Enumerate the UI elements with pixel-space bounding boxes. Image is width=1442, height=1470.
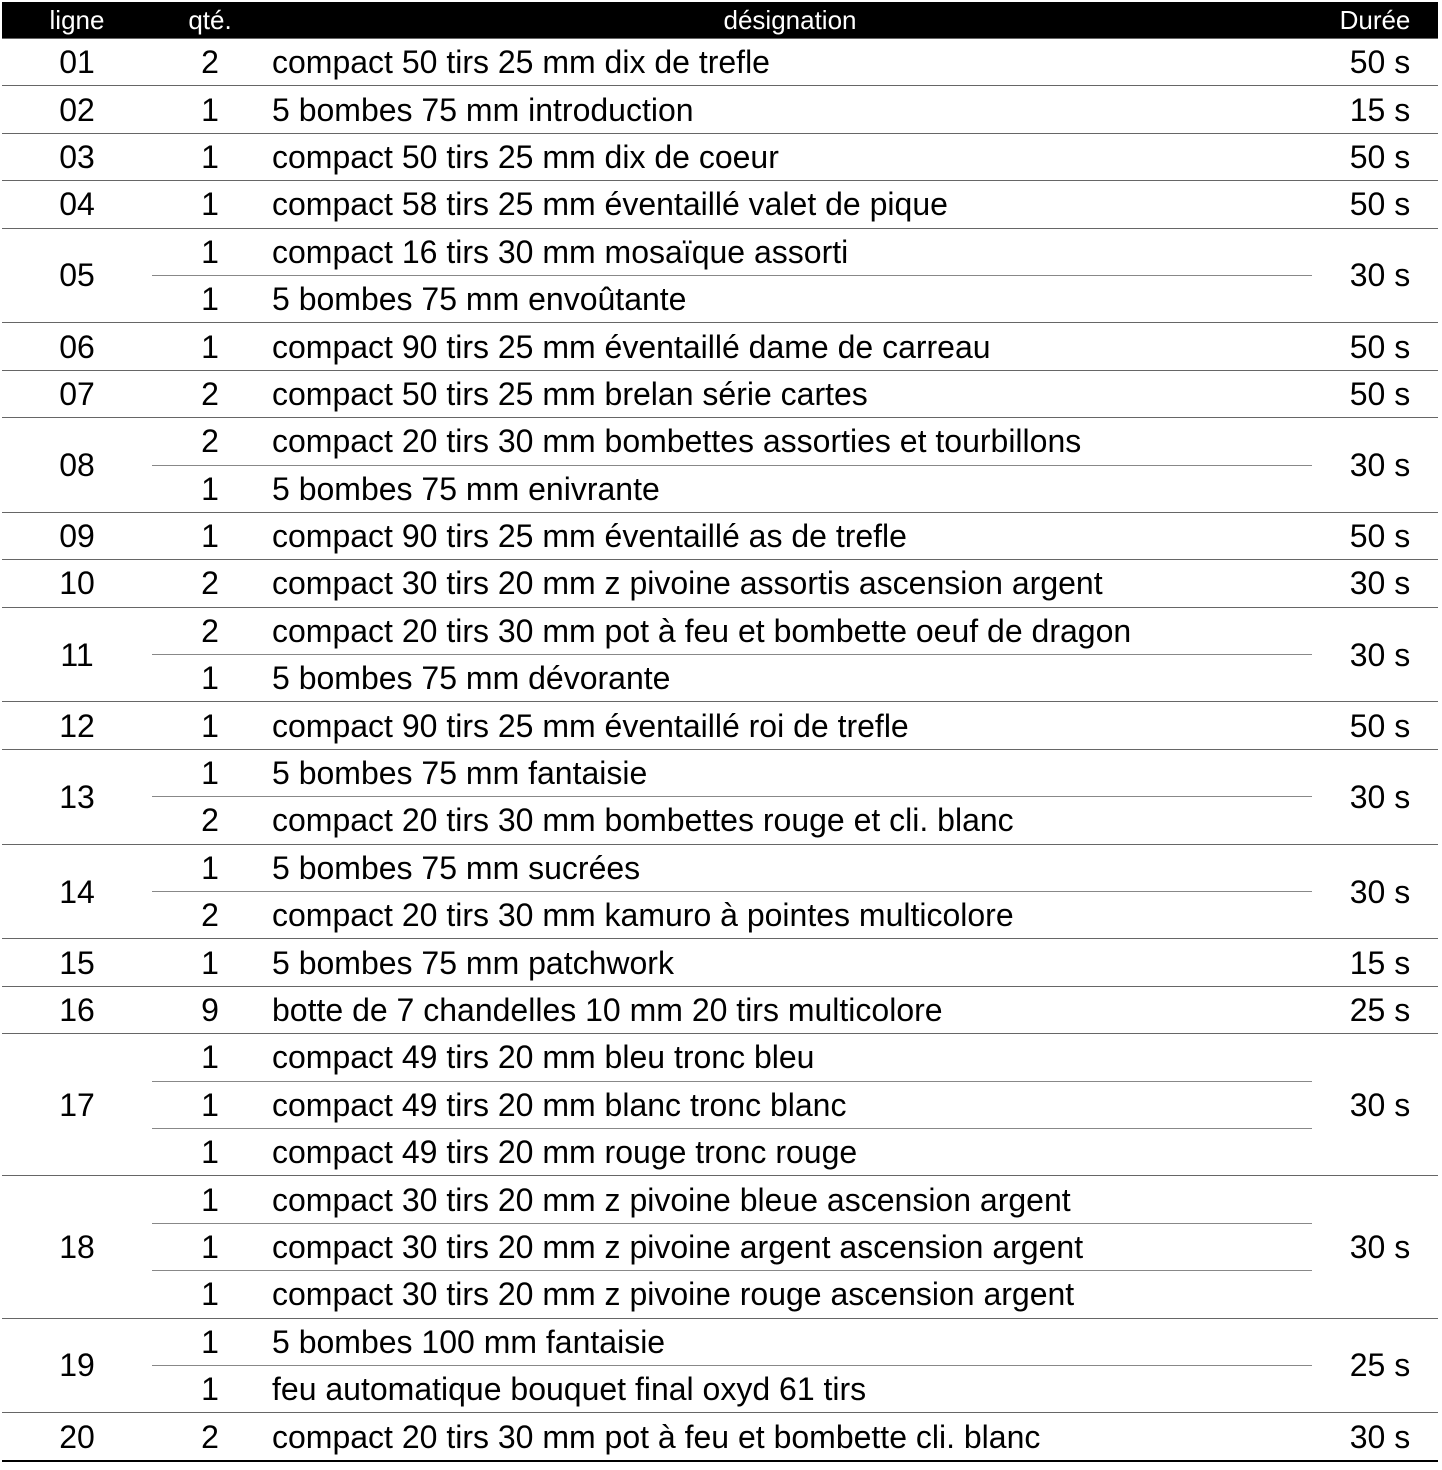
designation: compact 49 tirs 20 mm blanc tronc blanc [268,1081,1312,1128]
quantity: 1 [152,1365,268,1412]
header-duree: Durée [1312,2,1438,39]
quantity: 1 [152,1176,268,1223]
designation: compact 49 tirs 20 mm rouge tronc rouge [268,1128,1312,1175]
designation: compact 49 tirs 20 mm bleu tronc bleu [268,1034,1312,1081]
designation: compact 50 tirs 25 mm brelan série cartes [268,370,1312,417]
table-row [2,181,1438,228]
ligne-number: 08 [2,418,152,513]
quantity: 1 [152,275,268,322]
table-row [2,655,1438,702]
ligne-number: 17 [2,1034,152,1176]
quantity: 1 [152,844,268,891]
table-row [2,1081,1438,1128]
table-row [2,39,1438,86]
table-row [2,1271,1438,1318]
ligne-number: 04 [2,181,152,228]
header-qte: qté. [152,2,268,39]
table-row [2,418,1438,465]
quantity: 2 [152,39,268,86]
table-row [2,512,1438,559]
duration: 25 s [1312,1318,1438,1413]
quantity: 1 [152,465,268,512]
designation: compact 20 tirs 30 mm pot à feu et bombette oeuf de dragon [268,607,1312,654]
duration: 30 s [1312,418,1438,513]
table-row [2,1365,1438,1412]
ligne-number: 20 [2,1413,152,1461]
designation: compact 90 tirs 25 mm éventaillé roi de trefle [268,702,1312,749]
header-designation: désignation [268,2,1312,39]
table-row [2,844,1438,891]
designation: compact 20 tirs 30 mm bombettes rouge et cli. blanc [268,797,1312,844]
duration: 50 s [1312,181,1438,228]
designation: compact 30 tirs 20 mm z pivoine assortis ascension argent [268,560,1312,607]
duration: 50 s [1312,323,1438,370]
table-row [2,1034,1438,1081]
duration: 30 s [1312,607,1438,702]
duration: 30 s [1312,228,1438,323]
ligne-number: 11 [2,607,152,702]
quantity: 1 [152,133,268,180]
quantity: 2 [152,1413,268,1461]
designation: compact 20 tirs 30 mm bombettes assorties et tourbillons [268,418,1312,465]
table-row [2,560,1438,607]
designation: 5 bombes 75 mm fantaisie [268,749,1312,796]
designation: compact 50 tirs 25 mm dix de coeur [268,133,1312,180]
duration: 30 s [1312,844,1438,939]
ligne-number: 13 [2,749,152,844]
designation: compact 30 tirs 20 mm z pivoine bleue ascension argent [268,1176,1312,1223]
table-row [2,133,1438,180]
table-row [2,797,1438,844]
table-row [2,892,1438,939]
ligne-number: 06 [2,323,152,370]
quantity: 1 [152,939,268,986]
quantity: 2 [152,370,268,417]
quantity: 2 [152,797,268,844]
ligne-number: 07 [2,370,152,417]
quantity: 1 [152,655,268,702]
table-row [2,1413,1438,1461]
quantity: 1 [152,181,268,228]
duration: 50 s [1312,370,1438,417]
ligne-number: 05 [2,228,152,323]
table-body [2,39,1438,1461]
ligne-number: 09 [2,512,152,559]
table-row [2,607,1438,654]
table-row [2,749,1438,796]
duration: 15 s [1312,939,1438,986]
quantity: 1 [152,1271,268,1318]
duration: 30 s [1312,749,1438,844]
designation: compact 16 tirs 30 mm mosaïque assorti [268,228,1312,275]
designation: compact 20 tirs 30 mm pot à feu et bombette cli. blanc [268,1413,1312,1461]
quantity: 1 [152,702,268,749]
duration: 30 s [1312,1413,1438,1461]
duration: 30 s [1312,1034,1438,1176]
table-row [2,1223,1438,1270]
table-row [2,323,1438,370]
designation: 5 bombes 75 mm sucrées [268,844,1312,891]
table-row [2,986,1438,1033]
quantity: 1 [152,1128,268,1175]
ligne-number: 14 [2,844,152,939]
designation: compact 30 tirs 20 mm z pivoine argent ascension argent [268,1223,1312,1270]
designation: 5 bombes 75 mm introduction [268,86,1312,133]
table-row [2,228,1438,275]
header-ligne: ligne [2,2,152,39]
duration: 50 s [1312,702,1438,749]
designation: feu automatique bouquet final oxyd 61 tirs [268,1365,1312,1412]
quantity: 1 [152,1318,268,1365]
designation: compact 30 tirs 20 mm z pivoine rouge ascension argent [268,1271,1312,1318]
designation: 5 bombes 75 mm envoûtante [268,275,1312,322]
fireworks-program-table [2,2,1438,1462]
quantity: 1 [152,86,268,133]
designation: 5 bombes 100 mm fantaisie [268,1318,1312,1365]
quantity: 1 [152,512,268,559]
designation: compact 20 tirs 30 mm kamuro à pointes multicolore [268,892,1312,939]
quantity: 1 [152,1034,268,1081]
designation: 5 bombes 75 mm dévorante [268,655,1312,702]
table-row [2,275,1438,322]
designation: compact 58 tirs 25 mm éventaillé valet de pique [268,181,1312,228]
ligne-number: 12 [2,702,152,749]
table-row [2,1128,1438,1175]
quantity: 1 [152,228,268,275]
quantity: 2 [152,892,268,939]
table-row [2,939,1438,986]
quantity: 1 [152,1223,268,1270]
table-row [2,86,1438,133]
ligne-number: 01 [2,39,152,86]
designation: compact 50 tirs 25 mm dix de trefle [268,39,1312,86]
ligne-number: 03 [2,133,152,180]
quantity: 1 [152,749,268,796]
quantity: 1 [152,323,268,370]
duration: 30 s [1312,1176,1438,1318]
ligne-number: 02 [2,86,152,133]
duration: 30 s [1312,560,1438,607]
ligne-number: 18 [2,1176,152,1318]
designation: compact 90 tirs 25 mm éventaillé dame de carreau [268,323,1312,370]
quantity: 2 [152,607,268,654]
ligne-number: 10 [2,560,152,607]
designation: botte de 7 chandelles 10 mm 20 tirs multicolore [268,986,1312,1033]
table-row [2,1318,1438,1365]
duration: 50 s [1312,133,1438,180]
designation: 5 bombes 75 mm patchwork [268,939,1312,986]
quantity: 1 [152,1081,268,1128]
ligne-number: 15 [2,939,152,986]
table-row [2,702,1438,749]
designation: compact 90 tirs 25 mm éventaillé as de trefle [268,512,1312,559]
table-row [2,370,1438,417]
duration: 15 s [1312,86,1438,133]
table-row [2,1176,1438,1223]
table-row [2,465,1438,512]
quantity: 2 [152,418,268,465]
duration: 25 s [1312,986,1438,1033]
quantity: 9 [152,986,268,1033]
ligne-number: 19 [2,1318,152,1413]
table-header [2,2,1438,39]
ligne-number: 16 [2,986,152,1033]
duration: 50 s [1312,512,1438,559]
quantity: 2 [152,560,268,607]
duration: 50 s [1312,39,1438,86]
designation: 5 bombes 75 mm enivrante [268,465,1312,512]
